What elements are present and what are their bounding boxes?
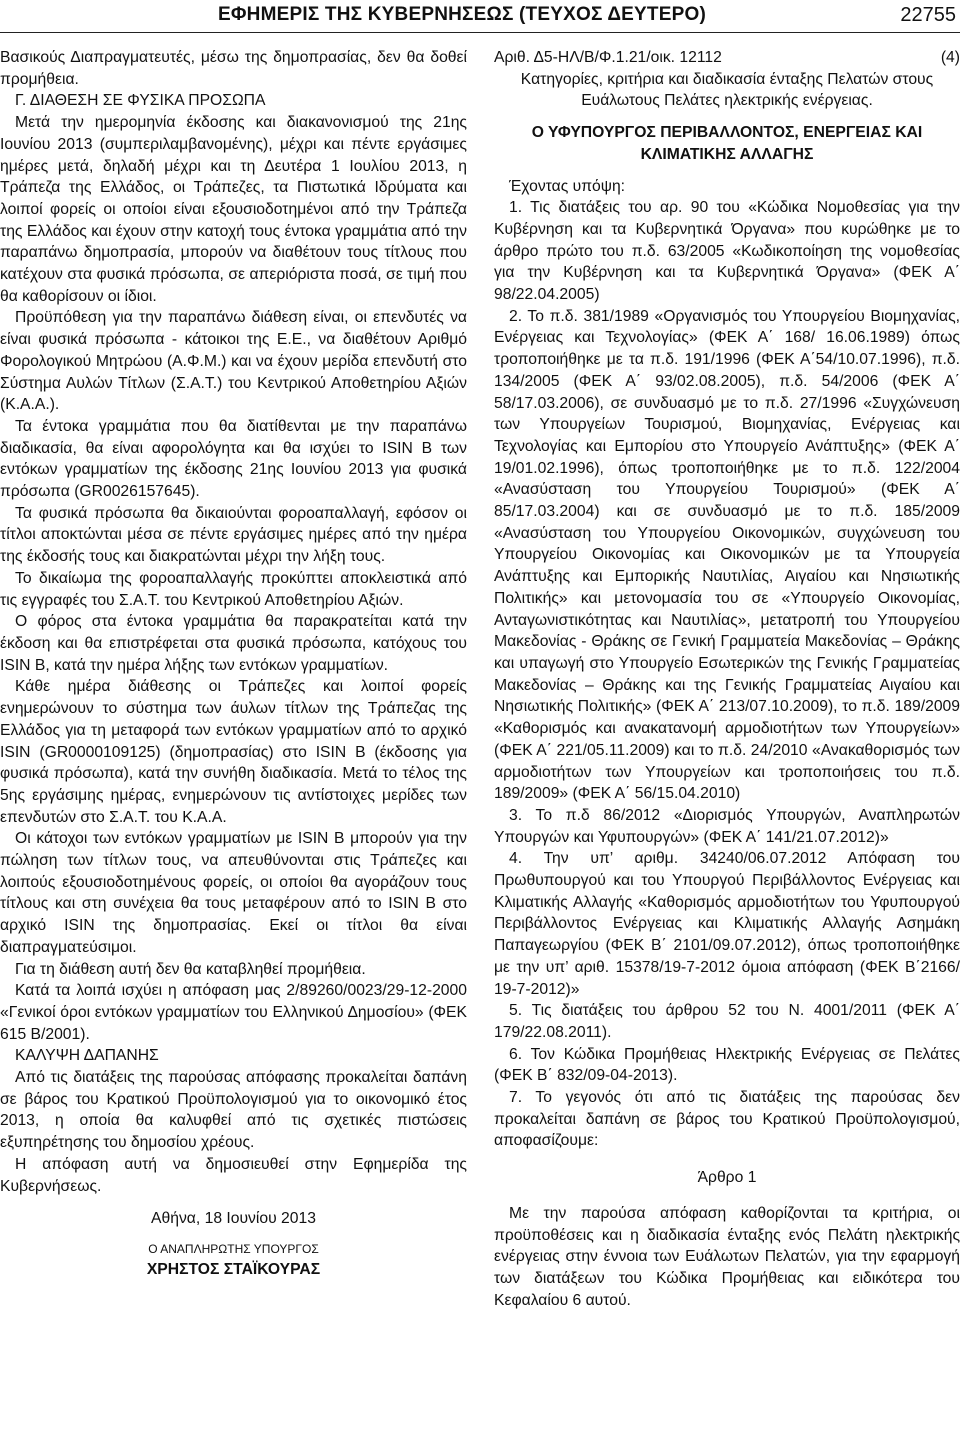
- paragraph: Οι κάτοχοι των εντόκων γραμματίων με ISIN B μπορούν για την πώληση των τίτλων τους, να απευθύνονται στις Τράπεζες και λοιπούς εξουσιοδοτημένους φορείς, οι οποίοι θα αγοράζουν τους τίτλους και στη συνέχεια θα τους μεταφέρουν από το ISIN B στο αρχικό ISIN της δημοπρασίας. Εκεί οι τίτλοι θα είναι διαπραγματεύσιμοι.: [0, 830, 467, 956]
- decision-subject: Κατηγορίες, κριτήρια και διαδικασία ένταξης Πελατών στους Ευάλωτους Πελάτες ηλεκτρικής ενέργειας.: [520, 70, 934, 110]
- recital-item: 2. Το π.δ. 381/1989 «Οργανισμός του Υπουργείου Βιομηχανίας, Ενέργειας και Τεχνολογίας» (ΦΕΚ Α΄ 168/ 16.06.1989) όπως τροποποιήθηκε με τα π.δ. 191/1996 (ΦΕΚ Α΄54/10.07.1996), π.δ. 134/2005 (ΦΕΚ Α΄ 93/02.08.2005), π.δ. 54/2006 (ΦΕΚ Α΄ 58/17.03.2006), σε συνδυασμό με το π.δ. 27/1996 «Συγχώνευση των Υπουργείων Τουρισμού, Βιομηχανίας, Ενέργειας και Τεχνολογίας και Εμπορίου στο Υπουργείο Ανάπτυξης» (ΦΕΚ Α΄ 19/01.02.1996), όπως τροποποιήθηκε με το π.δ. 122/2004 «Ανασύσταση του Υπουργείου Τουρισμού» (ΦΕΚ Α΄ 85/17.03.2004) και σε συνδυασμό με το π.δ. 185/2009 «Ανασύσταση του Υπουργείου Οικονομικών, συγχώνευση του Υπουργείου Οικονομίας και Οικονομικών με τα Υπουργεία Ανάπτυξης και Εμπορικής Ναυτιλίας, Αιγαίου και Νησιωτικής Πολιτικής» και μετονομασία του σε «Υπουργείο Οικονομίας, Ανταγωνιστικότητας και Ναυτιλίας», μετατροπή του Υπουργείου Μακεδονίας - Θράκης σε Γενική Γραμματεία Μακεδονίας – Θράκης και υπαγωγή στο Υπουργείο Εσωτερικών της Γενικής Γραμματείας Μακεδονίας – Θράκης και της Γενικής Γραμματείας Αιγαίου και Νησιωτικής Πολιτικής» (ΦΕΚ Α΄ 213/07.10.2009), το π.δ. 189/2009 «Καθορισμός και ανακατανομή αρμοδιοτήτων των Υπουργείων» (ΦΕΚ Α΄ 221/05.11.2009) και το π.δ. 24/2010 «Ανακαθορισμός των αρμοδιοτήτων των Υπουργείων και τροποποιήσεις του π.δ. 189/2009» (ΦΕΚ Α΄ 56/15.04.2010): [494, 307, 960, 803]
- paragraph: Βασικούς Διαπραγματευτές, μέσω της δημοπρασίας, δεν θα δοθεί προμήθεια.: [0, 49, 467, 88]
- paragraph: Κατά τα λοιπά ισχύει η απόφαση μας 2/89260/0023/29-12-2000 «Γενικοί όροι εντόκων γραμματίων του Ελληνικού Δημοσίου» (ΦΕΚ 615 Β/2001).: [0, 982, 467, 1043]
- reference-number: (4): [940, 49, 960, 66]
- recital-item: 7. Το γεγονός ότι από τις διατάξεις της παρούσας δεν προκαλείται δαπάνη σε βάρος του Κρατικού Προϋπολογισμού, αποφασίζουμε:: [494, 1089, 960, 1150]
- reference-code: Αριθ. Δ5-ΗΛ/Β/Φ.1.21/οικ. 12112: [494, 49, 722, 66]
- page-header: [0, 0, 960, 30]
- paragraph: Ο φόρος στα έντοκα γραμμάτια θα παρακρατείται κατά την έκδοση και θα επιστρέφεται στα φυσικά πρόσωπα, κατόχους του ISIN B, κατά την ημέρα λήξης των εντόκων γραμματίων.: [0, 613, 467, 674]
- recital-item: 6. Τον Κώδικα Προμήθειας Ηλεκτρικής Ενέργειας σε Πελάτες (ΦΕΚ Β΄ 832/09-04-2013).: [494, 1045, 960, 1085]
- paragraph: Για τη διάθεση αυτή δεν θα καταβληθεί προμήθεια.: [15, 960, 366, 978]
- decision-reference: [494, 47, 960, 69]
- paragraph: Από τις διατάξεις της παρούσας απόφασης προκαλείται δαπάνη σε βάρος του Κρατικού Προϋπολογισμού για το οικονομικό έτος 2013, η οποία θα καλυφθεί από τις σχετικές πιστώσεις εξυπηρέτησης του δημοσίου χρέους.: [0, 1069, 467, 1152]
- recital-item: 3. Το π.δ 86/2012 «Διορισμός Υπουργών, Αναπληρωτών Υπουργών και Υφυπουργών» (ΦΕΚ Α΄ 141/21.07.2012)»: [494, 806, 960, 846]
- right-column: [494, 47, 960, 1311]
- article-title: Άρθρο 1: [697, 1169, 757, 1187]
- paragraph: Κάθε ημέρα διάθεσης οι Τράπεζες και λοιποί φορείς ενημερώνουν το σύστημα των άυλων τίτλων της Τράπεζας της Ελλάδος για τη μεταφορά των εντόκων γραμματίων από το αρχικό ISIN (GR000010​9125) (δημοπρασίας) στο ISIN B (έκδοσης για φυσικά πρόσωπα), κατά την συνήθη διαδικασία. Μετά το τέλος της 5ης εργάσιμης ημέρας, ενημερώνουν τις αντίστοιχες μερίδες των επενδυτών στο Σ.Α.Τ. του Κ.Α.Α.: [0, 678, 467, 826]
- issuing-authority: Ο ΥΦΥΠΟΥΡΓΟΣ ΠΕΡΙΒΑΛΛΟΝΤΟΣ, ΕΝΕΡΓΕΙΑΣ ΚΑΙ ΚΛΙΜΑΤΙΚΗΣ ΑΛΛΑΓΗΣ: [531, 124, 923, 163]
- recital-item: 4. Την υπ’ αριθμ. 34240/06.07.2012 Απόφαση του Πρωθυπουργού και του Υπουργού Περιβάλλοντος Ενέργειας και Κλιματικής Αλλαγής «Καθορισμός αρμοδιοτήτων του Υφυπουργού Περιβάλλοντος Ενέργειας και Κλιματικής Αλλαγής Ασημάκη Παπαγεωργίου (ΦΕΚ Β΄ 2101/09.07.2012), όπως τροποποιήθηκε με την υπ’ αριθ. 15378/19-7-2012 όμοια απόφαση (ΦΕΚ Β΄2166/ 19-7-2012)»: [494, 850, 960, 998]
- paragraph: Η απόφαση αυτή να δημοσιευθεί στην Εφημερίδα της Κυβερνήσεως.: [0, 1155, 467, 1195]
- place-date: Αθήνα, 18 Ιουνίου 2013: [151, 1210, 316, 1228]
- paragraph: Τα φυσικά πρόσωπα θα δικαιούνται φοροαπαλλαγή, εφόσον οι τίτλοι αποκτώνται μέσα σε πέντε εργάσιμες ημέρες από την ημέρα της έκδοσής τους και διακρατώνται μέχρι την λήξη τους.: [0, 504, 467, 566]
- section-heading: Γ. ΔΙΑΘΕΣΗ ΣΕ ΦΥΣΙΚΑ ΠΡΟΣΩΠΑ: [15, 92, 266, 110]
- section-heading: ΚΑΛΥΨΗ ΔΑΠΑΝΗΣ: [15, 1047, 159, 1065]
- gazette-title: ΕΦΗΜΕΡΙΣ ΤΗΣ ΚΥΒΕΡΝΗΣΕΩΣ (ΤΕΥΧΟΣ ΔΕΥΤΕΡΟ): [218, 4, 706, 25]
- paragraph: Προϋπόθεση για την παραπάνω διάθεση είναι, οι επενδυτές να είναι φυσικά πρόσωπα - κάτοικοι της Ε.Ε., να διαθέτουν Αριθμό Φορολογικού Μητρώου (Α.Φ.Μ.) και να έχουν μερίδα επενδυτή στο Σύστημα Αυλών Τίτλων (Σ.Α.Τ.) του Κεντρικού Αποθετηρίου Αξιών (Κ.Α.Α.).: [0, 309, 467, 414]
- having-regard: Έχοντας υπόψη:: [509, 177, 626, 195]
- header-divider: [0, 32, 960, 33]
- signer-name: ΧΡΗΣΤΟΣ ΣΤΑΪΚΟΥΡΑΣ: [146, 1260, 321, 1278]
- signer-role: Ο ΑΝΑΠΛΗΡΩΤΗΣ ΥΠΟΥΡΓΟΣ: [148, 1241, 319, 1256]
- paragraph: Τα έντοκα γραμμάτια που θα διατίθενται με την παραπάνω διαδικασία, θα είναι αφορολόγητα και θα ισχύει το ISIN B των εντόκων γραμματίων της έκδοσης 21ης Ιουνίου 2013 για φυσικά πρόσωπα (GR0026157645).: [0, 417, 467, 501]
- left-column: [0, 47, 467, 1281]
- recital-item: 1. Τις διατάξεις του αρ. 90 του «Κώδικα Νομοθεσίας για την Κυβέρνηση και τα Κυβερνητικά Όργανα» που κυρώθηκε με το άρθρο πρώτο του π.δ. 63/2005 «Κωδικοποίηση της νομοθεσίας για την Κυβέρνηση και τα Κυβερνητικά Όργανα» (ΦΕΚ Α΄ 98/22.04.2005): [494, 199, 960, 304]
- paragraph: Το δικαίωμα της φοροαπαλλαγής προκύπτει αποκλειστικά από τις εγγραφές του Σ.Α.Τ. του Κεντρικού Αποθετηρίου Αξιών.: [0, 569, 467, 609]
- article-text: Με την παρούσα απόφαση καθορίζονται τα κριτήρια, οι προϋποθέσεις και η διαδικασία ένταξης ενός Πελάτη ηλεκτρικής ενέργειας στην έννοια των Ευάλωτων Πελατών, για την εφαρμογή των διατάξεων του Κώδικα Προμήθειας και ειδικότερα του Κεφαλαίου 6 αυτού.: [494, 1204, 960, 1309]
- page-number: 22755: [900, 4, 956, 26]
- paragraph: Μετά την ημερομηνία έκδοσης και διακανονισμού της 21ης Ιουνίου 2013 (συμπεριλαμβανομένης), μέχρι και πέντε εργάσιμες ημέρες μετά, δηλαδή μέχρι και τη Δευτέρα 1 Ιουλίου 2013, η Τράπεζα της Ελλάδος, οι Τράπεζες, τα Πιστωτικά Ιδρύματα και λοιποί φορείς οι οποίοι είναι εξουσιοδοτημένοι από την Τράπεζα της Ελλάδος και έχουν στην κατοχή τους έντοκα γραμμάτια από την παραπάνω δημοπρασία, μπορούν να διαθέτουν τους τίτλους που κατέχουν στα φυσικά πρόσωπα, σε απεριόριστα ποσά, σε τιμή που θα καθορίσουν οι ίδιοι.: [0, 114, 467, 305]
- recital-item: 5. Τις διατάξεις του άρθρου 52 του Ν. 4001/2011 (ΦΕΚ Α΄ 179/22.08.2011).: [494, 1002, 960, 1041]
